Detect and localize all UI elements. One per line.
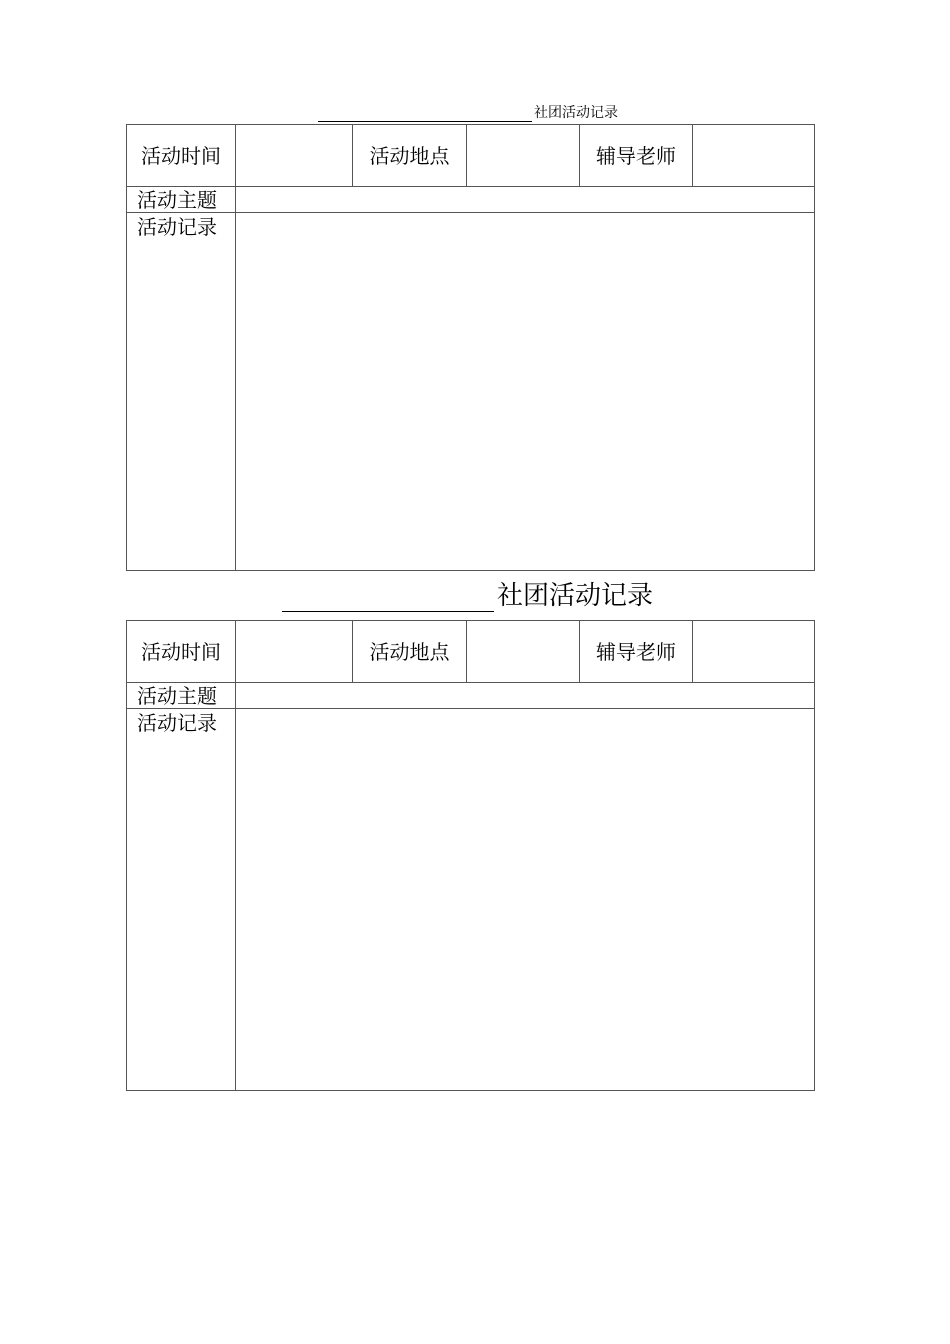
advisor-field[interactable]: [693, 621, 814, 682]
activity-topic-label: 活动主题: [127, 683, 236, 708]
form-title-text: 社团活动记录: [534, 105, 618, 121]
activity-topic-field[interactable]: [236, 683, 814, 708]
notes-row: [127, 213, 814, 570]
activity-place-field[interactable]: [467, 125, 580, 186]
activity-time-label: 活动时间: [127, 621, 236, 682]
activity-topic-field[interactable]: [236, 187, 814, 212]
club-name-blank[interactable]: [318, 101, 532, 122]
info-row: [127, 621, 814, 683]
topic-row: [127, 187, 814, 213]
form-title-text: 社团活动记录: [497, 581, 654, 611]
notes-row: [127, 709, 814, 1090]
activity-record-field[interactable]: [236, 709, 814, 1090]
activity-topic-label: 活动主题: [127, 187, 236, 212]
activity-record-table: [126, 124, 815, 571]
topic-row: [127, 683, 814, 709]
activity-time-field[interactable]: [236, 125, 353, 186]
advisor-label: 辅导老师: [580, 125, 693, 186]
info-row: [127, 125, 814, 187]
activity-place-label: 活动地点: [353, 125, 467, 186]
activity-record-table: [126, 620, 815, 1091]
activity-time-label: 活动时间: [127, 125, 236, 186]
activity-place-field[interactable]: [467, 621, 580, 682]
form-title: [282, 578, 653, 612]
advisor-field[interactable]: [693, 125, 814, 186]
club-name-blank[interactable]: [282, 581, 494, 612]
form-title: [318, 100, 618, 122]
activity-time-field[interactable]: [236, 621, 353, 682]
activity-record-label: 活动记录: [127, 709, 236, 1090]
activity-record-field[interactable]: [236, 213, 814, 570]
activity-place-label: 活动地点: [353, 621, 467, 682]
advisor-label: 辅导老师: [580, 621, 693, 682]
activity-record-label: 活动记录: [127, 213, 236, 570]
